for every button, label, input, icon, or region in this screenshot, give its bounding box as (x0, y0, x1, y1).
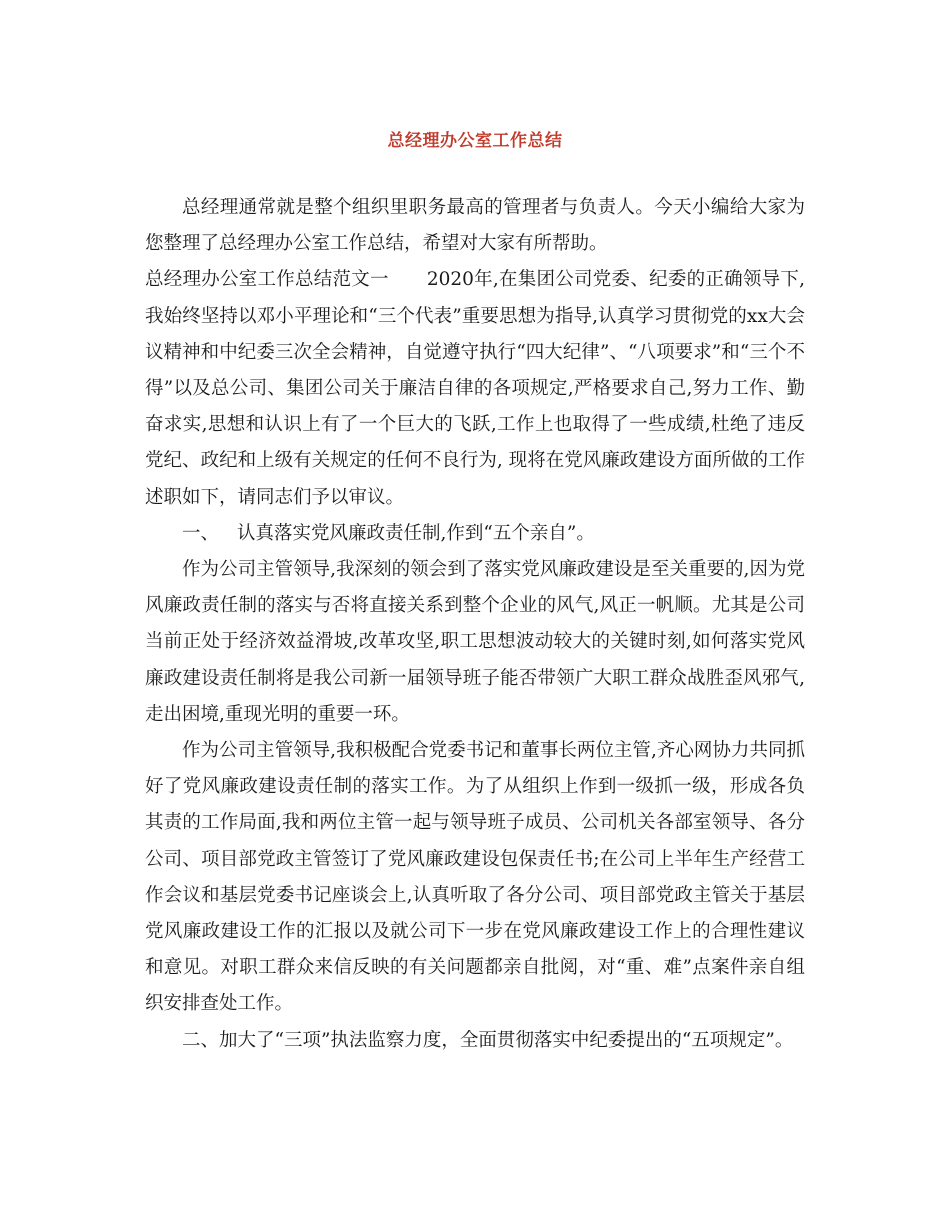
document-body (145, 190, 805, 1059)
section-2-heading: 二、加大了“三项”执法监察力度，全面贯彻落实中纪委提出的“五项规定”。 (182, 1029, 794, 1051)
sample-paragraph (145, 262, 805, 515)
document-title: 总经理办公室工作总结 (387, 131, 563, 151)
section-1-title: 认真落实党风廉政责任制,作到“五个亲自”。 (237, 522, 595, 544)
section-1-number: 一、 (182, 522, 220, 544)
section-1-paragraph-2: 作为公司主管领导,我积极配合党委书记和董事长两位主管,齐心网协力共同抓好了党风廉政建设责任制的落实工作。为了从组织上作到一级抓一级，形成各负其责的工作局面,我和两位主管一起与领导班子成员、公司机关各部室领导、各分公司、项目部党政主管签订了党风廉政建设包保责任书;在公司上半年生产经营工作会议和基层党委书记座谈会上,认真听取了各分公司、项目部党政主管关于基层党风廉政建设工作的汇报以及就公司下一步在党风廉政建设工作上的合理性建议和意见。对职工群众来信反映的有关问题都亲自批阅，对“重、难”点案件亲自组织安排查处工作。 (145, 740, 805, 1015)
section-1-paragraph-1: 作为公司主管领导,我深刻的领会到了落实党风廉政建设是至关重要的,因为党风廉政责任制的落实与否将直接关系到整个企业的风气,风正一帆顺。尤其是公司当前正处于经济效益滑坡,改革攻坚,职工思想波动较大的关键时刻,如何落实党风廉政建设责任制将是我公司新一届领导班子能否带领广大职工群众战胜歪风邪气,走出困境,重现光明的重要一环。 (145, 559, 805, 725)
sample-label: 总经理办公室工作总结范文一 (145, 269, 389, 291)
sample-body: 2020年,在集团公司党委、纪委的正确领导下,我始终坚持以邓小平理论和“三个代表”重要思想为指导,认真学习贯彻党的xx大会议精神和中纪委三次全会精神，自觉遵守执行“四大纪律”、“八项要求”和“三个不得”以及总公司、集团公司关于廉洁自律的各项规定,严格要求自己,努力工作、勤奋求实,思想和认识上有了一个巨大的飞跃,工作上也取得了一些成绩,杜绝了违反党纪、政纪和上级有关规定的任何不良行为, 现将在党风廉政建设方面所做的工作述职如下，请同志们予以审议。 (145, 269, 805, 508)
section-1-heading (145, 516, 805, 552)
intro-paragraph: 总经理通常就是整个组织里职务最高的管理者与负责人。今天小编给大家为您整理了总经理办公室工作总结，希望对大家有所帮助。 (145, 197, 805, 255)
